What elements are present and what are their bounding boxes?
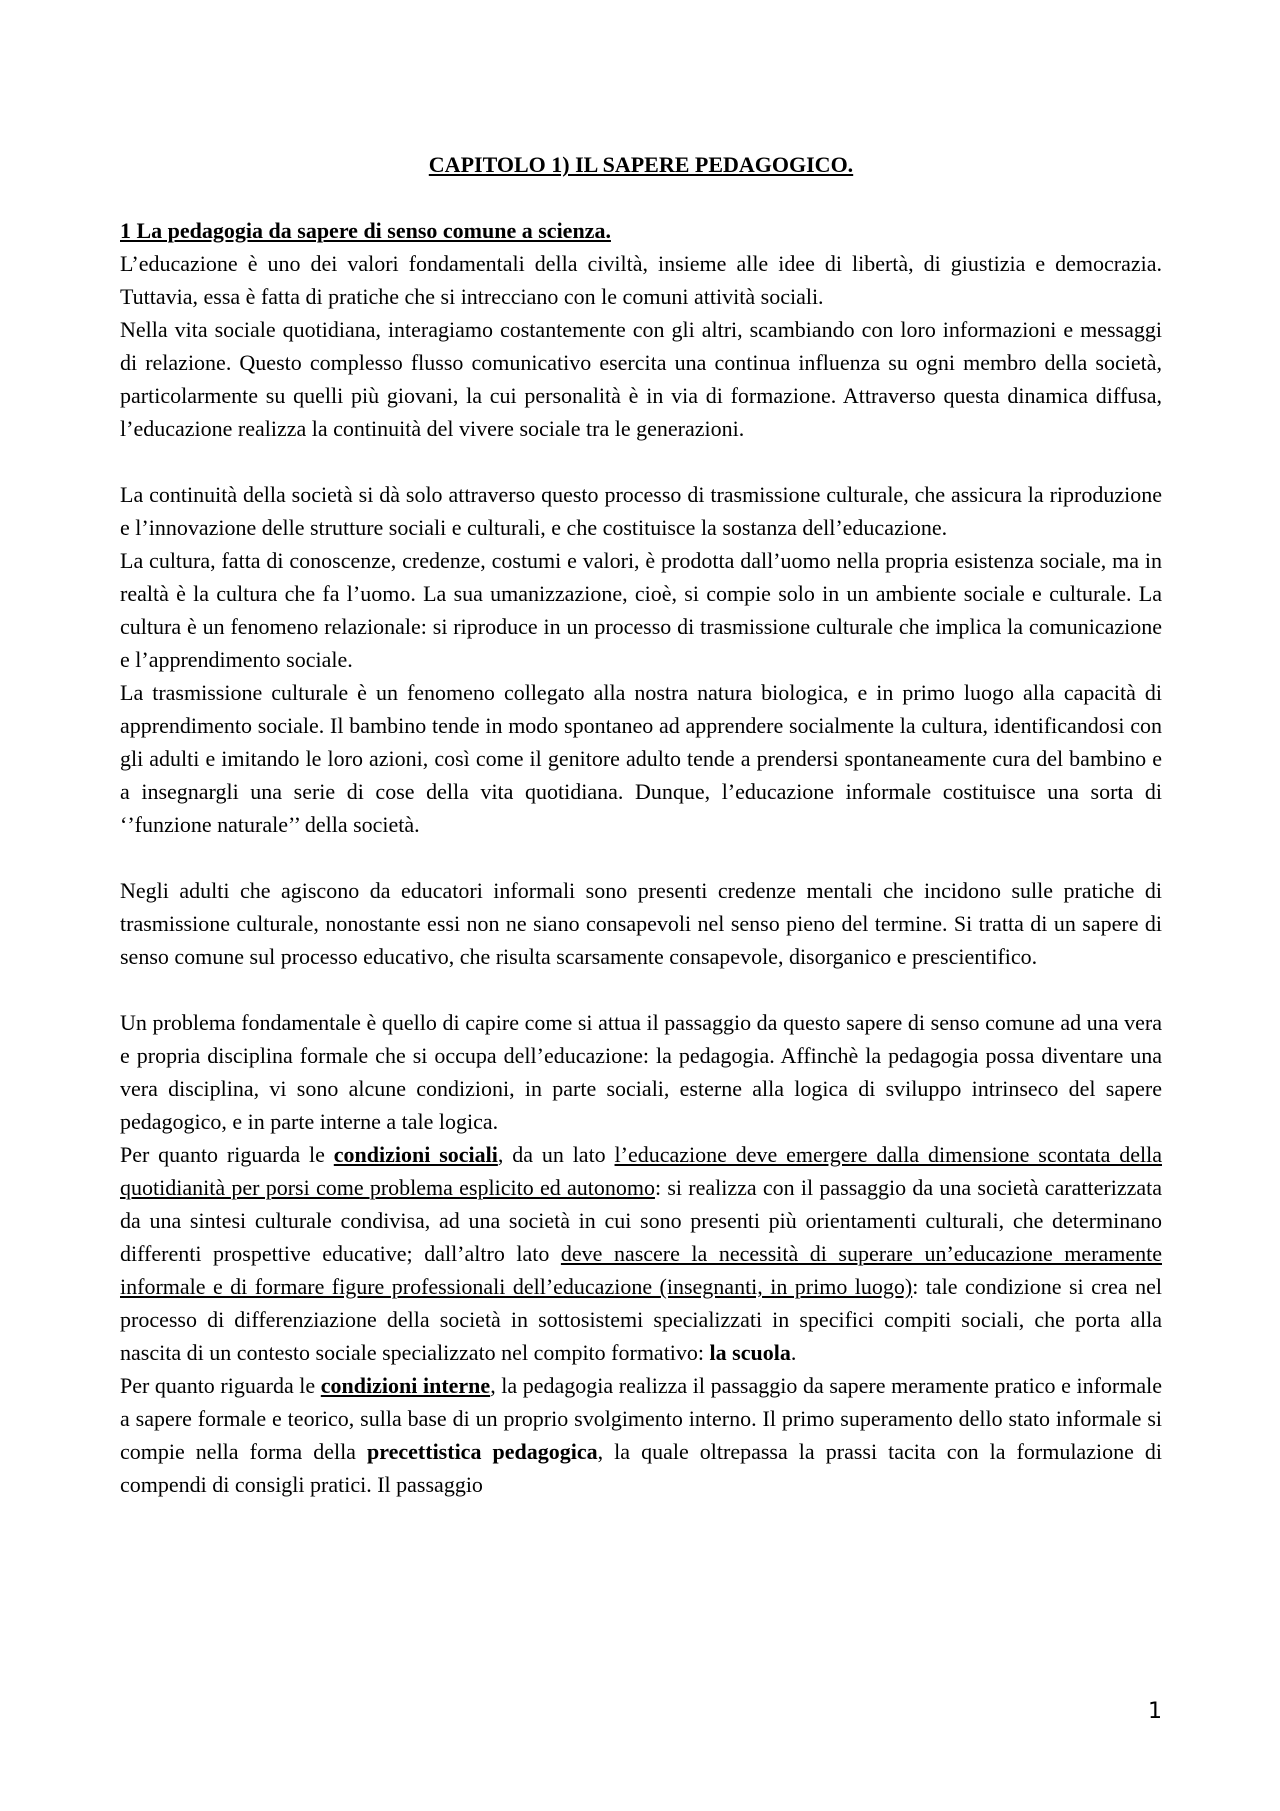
paragraph-internal-conditions bbox=[120, 1369, 1162, 1501]
text-run: , da un lato bbox=[497, 1142, 615, 1167]
underlined-statement: l’educazione deve emergere dalla dimensione scontata della quotidianità per porsi come problema esplicito ed autonomo bbox=[120, 1142, 1162, 1200]
paragraph-social-conditions bbox=[120, 1138, 1162, 1369]
paragraph-4: La cultura, fatta di conoscenze, credenze, costumi e valori, è prodotta dall’uomo nella propria esistenza sociale, ma in realtà è la cultura che fa l’uomo. La sua umanizzazione, cioè, si compie solo in un ambiente sociale e culturale. La cultura è un fenomeno relazionale: si riproduce in un processo di trasmissione culturale che implica la comunicazione e l’apprendimento sociale. bbox=[120, 548, 1162, 672]
text-run: , la quale oltrepassa la prassi tacita con la formulazione di compendi di consigli pratici. Il passaggio bbox=[120, 1439, 1162, 1497]
paragraph-1: L’educazione è uno dei valori fondamentali della civiltà, insieme alle idee di libertà, di giustizia e democrazia. Tuttavia, essa è fatta di pratiche che si intrecciano con le comuni attività sociali. bbox=[120, 251, 1162, 309]
text-run: . bbox=[790, 1340, 797, 1365]
bold-term-precettistica: precettistica pedagogica bbox=[367, 1439, 598, 1464]
page-content bbox=[120, 148, 1162, 1501]
page-number: 1 bbox=[1148, 1699, 1162, 1724]
term-internal-conditions: condizioni interne bbox=[320, 1373, 491, 1398]
paragraph-3: La continuità della società si dà solo attraverso questo processo di trasmissione culturale, che assicura la riproduzione e l’innovazione delle strutture sociali e culturali, e che costituisce la sostanza dell’educazione. bbox=[120, 482, 1162, 540]
section-title: 1 La pedagogia da sapere di senso comune a scienza. bbox=[120, 218, 611, 243]
text-run: Per quanto riguarda le bbox=[120, 1142, 334, 1167]
paragraph-5: La trasmissione culturale è un fenomeno collegato alla nostra natura biologica, e in primo luogo alla capacità di apprendimento sociale. Il bambino tende in modo spontaneo ad apprendere socialmente la cultura, identificandosi con gli adulti e imitando le loro azioni, così come il genitore adulto tende a prendersi spontaneamente cura del bambino e a insegnargli una serie di cose della vita quotidiana. Dunque, l’educazione informale costituisce una sorta di ‘’funzione naturale’’ della società. bbox=[120, 680, 1162, 837]
term-social-conditions: condizioni sociali bbox=[333, 1142, 498, 1167]
chapter-title: CAPITOLO 1) IL SAPERE PEDAGOGICO. bbox=[428, 152, 854, 177]
paragraph-7: Un problema fondamentale è quello di capire come si attua il passaggio da questo sapere di senso comune ad una vera e propria disciplina formale che si occupa dell’educazione: la pedagogia. Affinchè la pedagogia possa diventare una vera disciplina, vi sono alcune condizioni, in parte sociali, esterne alla logica di sviluppo intrinseco del sapere pedagogico, e in parte interne a tale logica. bbox=[120, 1010, 1162, 1134]
text-run: Per quanto riguarda le bbox=[120, 1373, 321, 1398]
paragraph-2: Nella vita sociale quotidiana, interagiamo costantemente con gli altri, scambiando con loro informazioni e messaggi di relazione. Questo complesso flusso comunicativo esercita una continua influenza su ogni membro della società, particolarmente su quelli più giovani, la cui personalità è in via di formazione. Attraverso questa dinamica diffusa, l’educazione realizza la continuità del vivere sociale tra le generazioni. bbox=[120, 317, 1162, 441]
paragraph-6: Negli adulti che agiscono da educatori informali sono presenti credenze mentali che incidono sulle pratiche di trasmissione culturale, nonostante essi non ne siano consapevoli nel senso pieno del termine. Si tratta di un sapere di senso comune sul processo educativo, che risulta scarsamente consapevole, disorganico e prescientifico. bbox=[120, 878, 1162, 969]
text-run: , la pedagogia realizza il passaggio da sapere meramente pratico e informale a sapere formale e teorico, sulla base di un proprio svolgimento interno. Il primo superamento dello stato informale si compie nella forma della bbox=[120, 1373, 1163, 1464]
text-run: : si realizza con il passaggio da una società caratterizzata da una sintesi culturale condivisa, ad una società in cui sono presenti più orientamenti culturali, che determinano differenti prospettive educative; dall’altro lato bbox=[120, 1175, 1162, 1266]
underlined-statement: deve nascere la necessità di superare un’educazione meramente informale e di formare figure professionali dell’educazione (insegnanti, in primo luogo) bbox=[120, 1241, 1162, 1299]
text-run: : tale condizione si crea nel processo di differenziazione della società in sottosistemi specializzati in specifici compiti sociali, che porta alla nascita di un contesto sociale specializzato nel compito formativo: bbox=[120, 1274, 1163, 1365]
bold-term-school: la scuola bbox=[709, 1340, 791, 1365]
